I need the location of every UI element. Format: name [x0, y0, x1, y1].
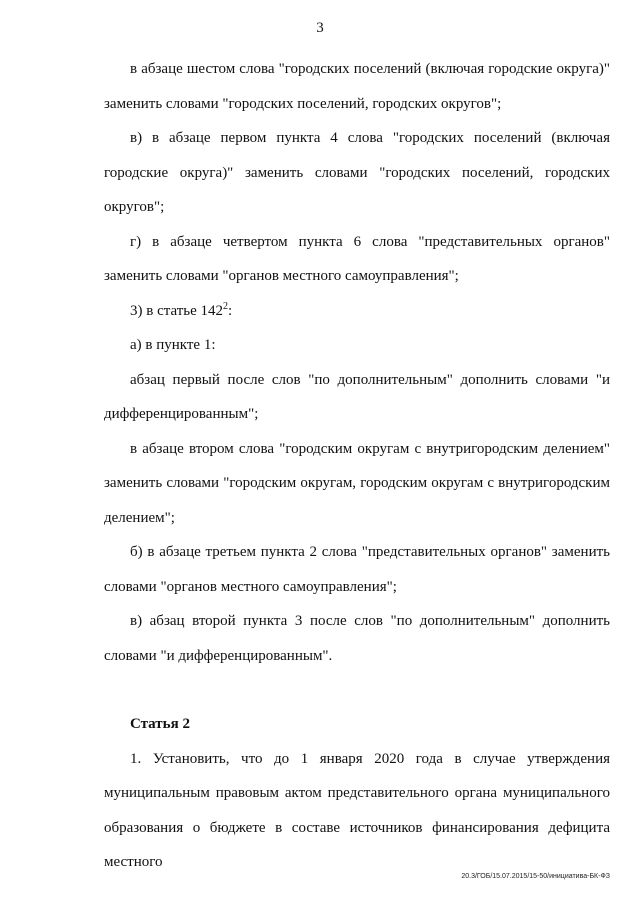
paragraph-first-abzac: абзац первый после слов "по дополнительным" дополнить словами "и дифференцированным"; [104, 371, 610, 422]
item-3-prefix: 3) в статье 142 [130, 302, 224, 319]
item-3-superscript: 2 [223, 300, 229, 312]
document-body [104, 52, 610, 880]
footer-document-code: 20.3/ГОБ/15.07.2015/15-50/инициатива-БК-ФЗ [461, 873, 610, 880]
item-3-suffix: : [228, 302, 233, 319]
paragraph-2: в) в абзаце первом пункта 4 слова "городских поселений (включая городские округа)" заменить словами "городских поселений, городских округов"; [104, 130, 610, 215]
paragraph-second-abzac: в абзаце втором слова "городским округам с внутригородским делением" заменить словами "городским округам, городским округам с внутригородским делением"; [104, 440, 610, 526]
page-number: 3 [316, 20, 324, 36]
paragraph-item-v: в) абзац второй пункта 3 после слов "по дополнительным" дополнить словами "и дифференцированным". [104, 613, 610, 664]
paragraph-1: в абзаце шестом слова "городских поселений (включая городские округа)" заменить словами "городских поселений, городских округов"; [104, 61, 610, 112]
article-title: Статья 2 [130, 716, 190, 732]
paragraph-3: г) в абзаце четвертом пункта 6 слова "представительных органов" заменить словами "органов местного самоуправления"; [104, 233, 610, 284]
article-paragraph-1: 1. Установить, что до 1 января 2020 года в случае утверждения муниципальным правовым актом представительного органа муниципального образования о бюджете в составе источников финансирования дефицита местного [104, 750, 610, 870]
paragraph-item-b: б) в абзаце третьем пункта 2 слова "представительных органов" заменить словами "органов местного самоуправления"; [104, 544, 610, 595]
paragraph-item-a: а) в пункте 1: [130, 337, 216, 353]
paragraph-item-3 [104, 294, 610, 329]
